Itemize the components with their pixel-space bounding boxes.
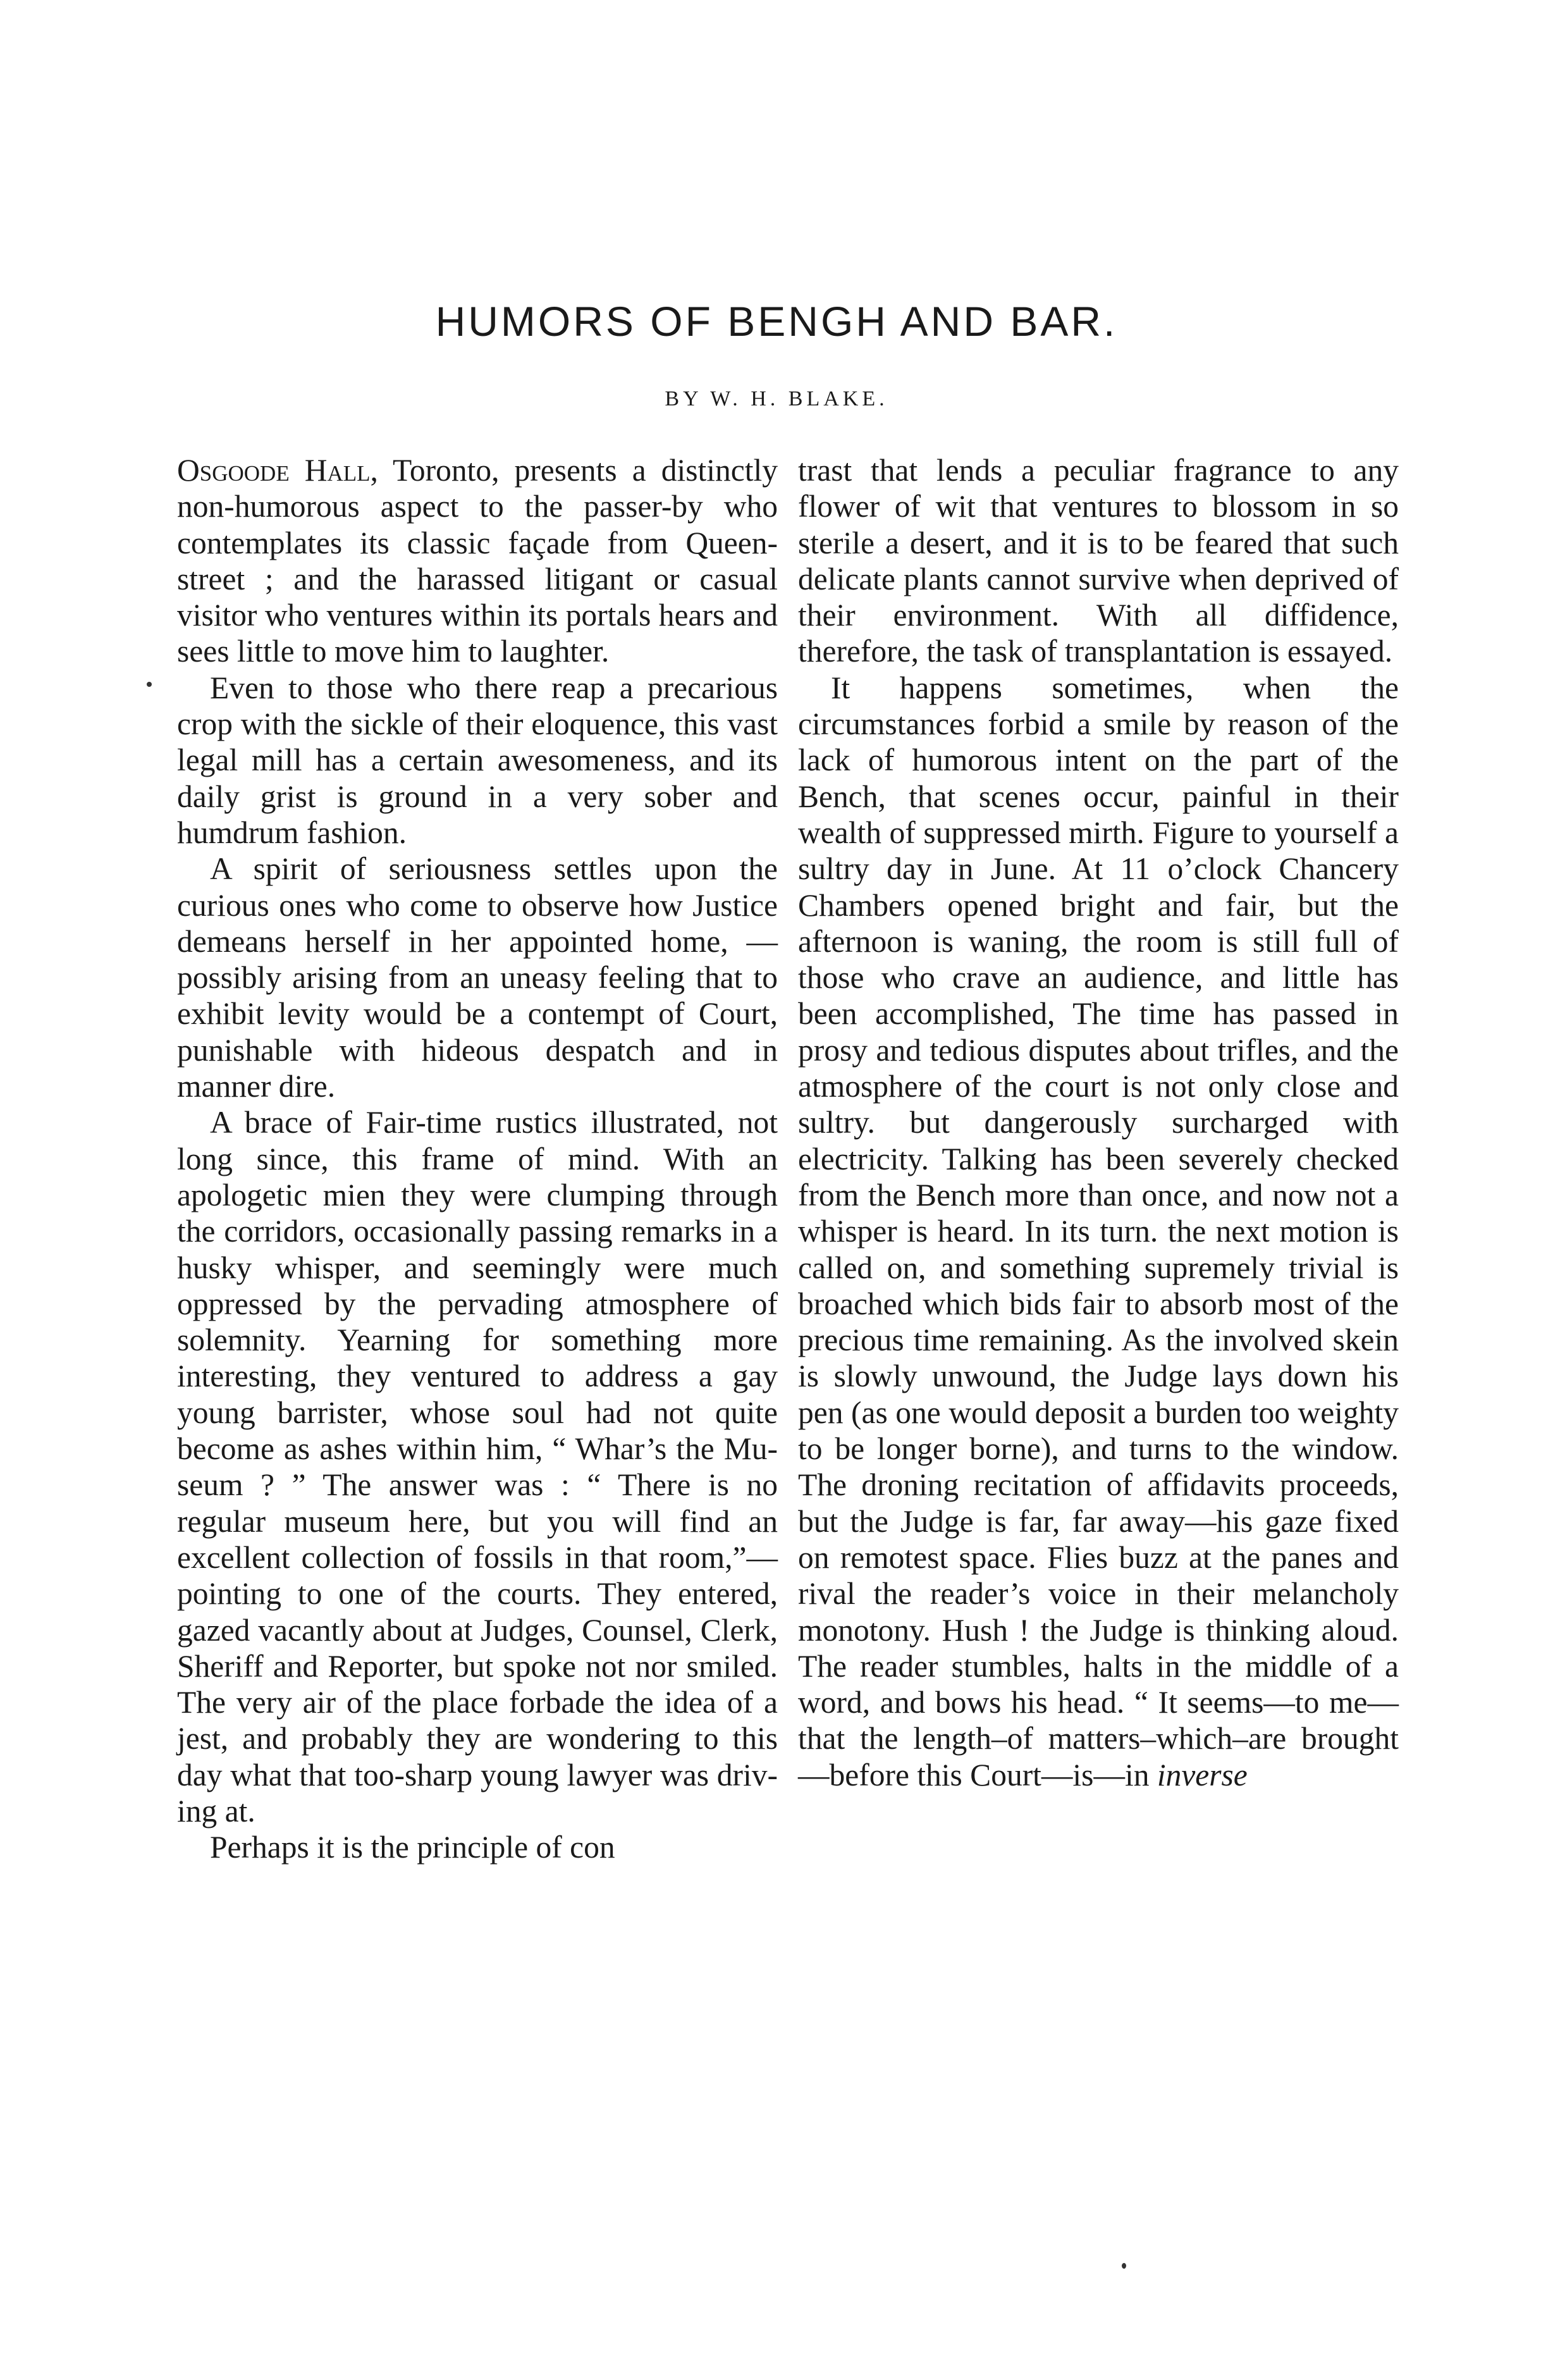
paragraph-text: It happens sometimes, when the circumstances forbid a smile by reason of the lack of humorous intent on the part of the Bench, that scenes occur, painful in their wealth of suppressed mirth. Figure to yourself a sultry day in June. At 11 o’clock Chancery Chambers opened bright and fair, but the afternoon is waning, the room is still full of those who crave an audience, and little has been accomplished, The time has passed in prosy and tedious disputes about trifles, and the atmosphere of the court is not only close and sultry. but dangerously surcharged with electricity. Talking has been severely checked from the Bench more than once, and now not a whisper is heard. In its turn. the next motion is called on, and something supremely trivial is broached which bids fair to absorb most of the precious time remaining. As the involved skein is slowly unwound, the Judge lays down his pen (as one would deposit a burden too weighty to be longer borne), and turns to the window. The droning recitation of affidavits proceeds, but the Judge is far, far away—his gaze fixed on remotest space. Flies buzz at the panes and rival the reader’s voice in their melancholy monotony. Hush ! the Judge is thinking aloud. The reader stumbles, halts in the middle of a word, and bows his head. “ It seems—to me—that the length–of matters–which–are brought —before this Court—is—in [798,670,1399,1792]
gutter-mark [147,682,152,687]
paragraph: trast that lends a peculiar fragrance to any flower of wit that ventures to blossom in so sterile a desert, and it is to be feared that such delicate plants cannot survive when deprived of their environment. With all diffidence, therefore, the task of transplantation is essayed. [798,453,1399,669]
paragraph: Perhaps it is the principle of con [210,1830,615,1865]
footer-mark [1122,2263,1126,2269]
paragraph: A brace of Fair-time rustics illustrated, not long since, this frame of mind. With an apologetic mien they were clumping through the corridors, occasionally passing remarks in a husky whisper, and seemingly were much oppressed by the pervading atmosphere of solemnity. Yearning for something more interesting, they ventured to address a gay young barrister, whose soul had not quite become as ashes within him, “ Whar’s the Museum ? ” The answer was : “ There is no regular museum here, but you will find an excellent collection of fossils in that room,”—pointing to one of the courts. They entered, gazed vacantly about at Judges, Counsel, Clerk, Sheriff and Reporter, but spoke not nor smiled. The very air of the place forbade the idea of a jest, and probably they are wondering to this day what that too-sharp young lawyer was driving at. [177,1105,778,1828]
paragraph: A spirit of seriousness settles upon the curious ones who come to observe how Justice demeans herself in her appointed home, — possibly arising from an uneasy feeling that to exhibit levity would be a contempt of Court, punishable with hideous despatch and in manner dire. [177,851,778,1104]
left-column [177,452,778,1866]
paragraph [177,452,778,670]
byline: BY W. H. BLAKE. [665,387,888,410]
paragraph: Even to those who there reap a precarious crop with the sickle of their eloquence, this vast legal mill has a certain awesomeness, and its daily grist is ground in a very sober and humdrum fashion. [177,670,778,850]
paragraph [798,670,1399,1793]
page-title: HUMORS OF BENGH AND BAR. [435,298,1118,345]
drop-lead: Osgoode Hall, [177,453,378,488]
paragraph-text: Toronto, presents a distinctly non-humorous aspect to the passer-by who contemplates its classic façade from Queen-street ; and the harassed litigant or casual visitor who ventures within its portals hears and sees little to move him to laughter. [177,453,778,669]
right-column [798,452,1399,1793]
italic-word: inverse [1157,1757,1248,1792]
